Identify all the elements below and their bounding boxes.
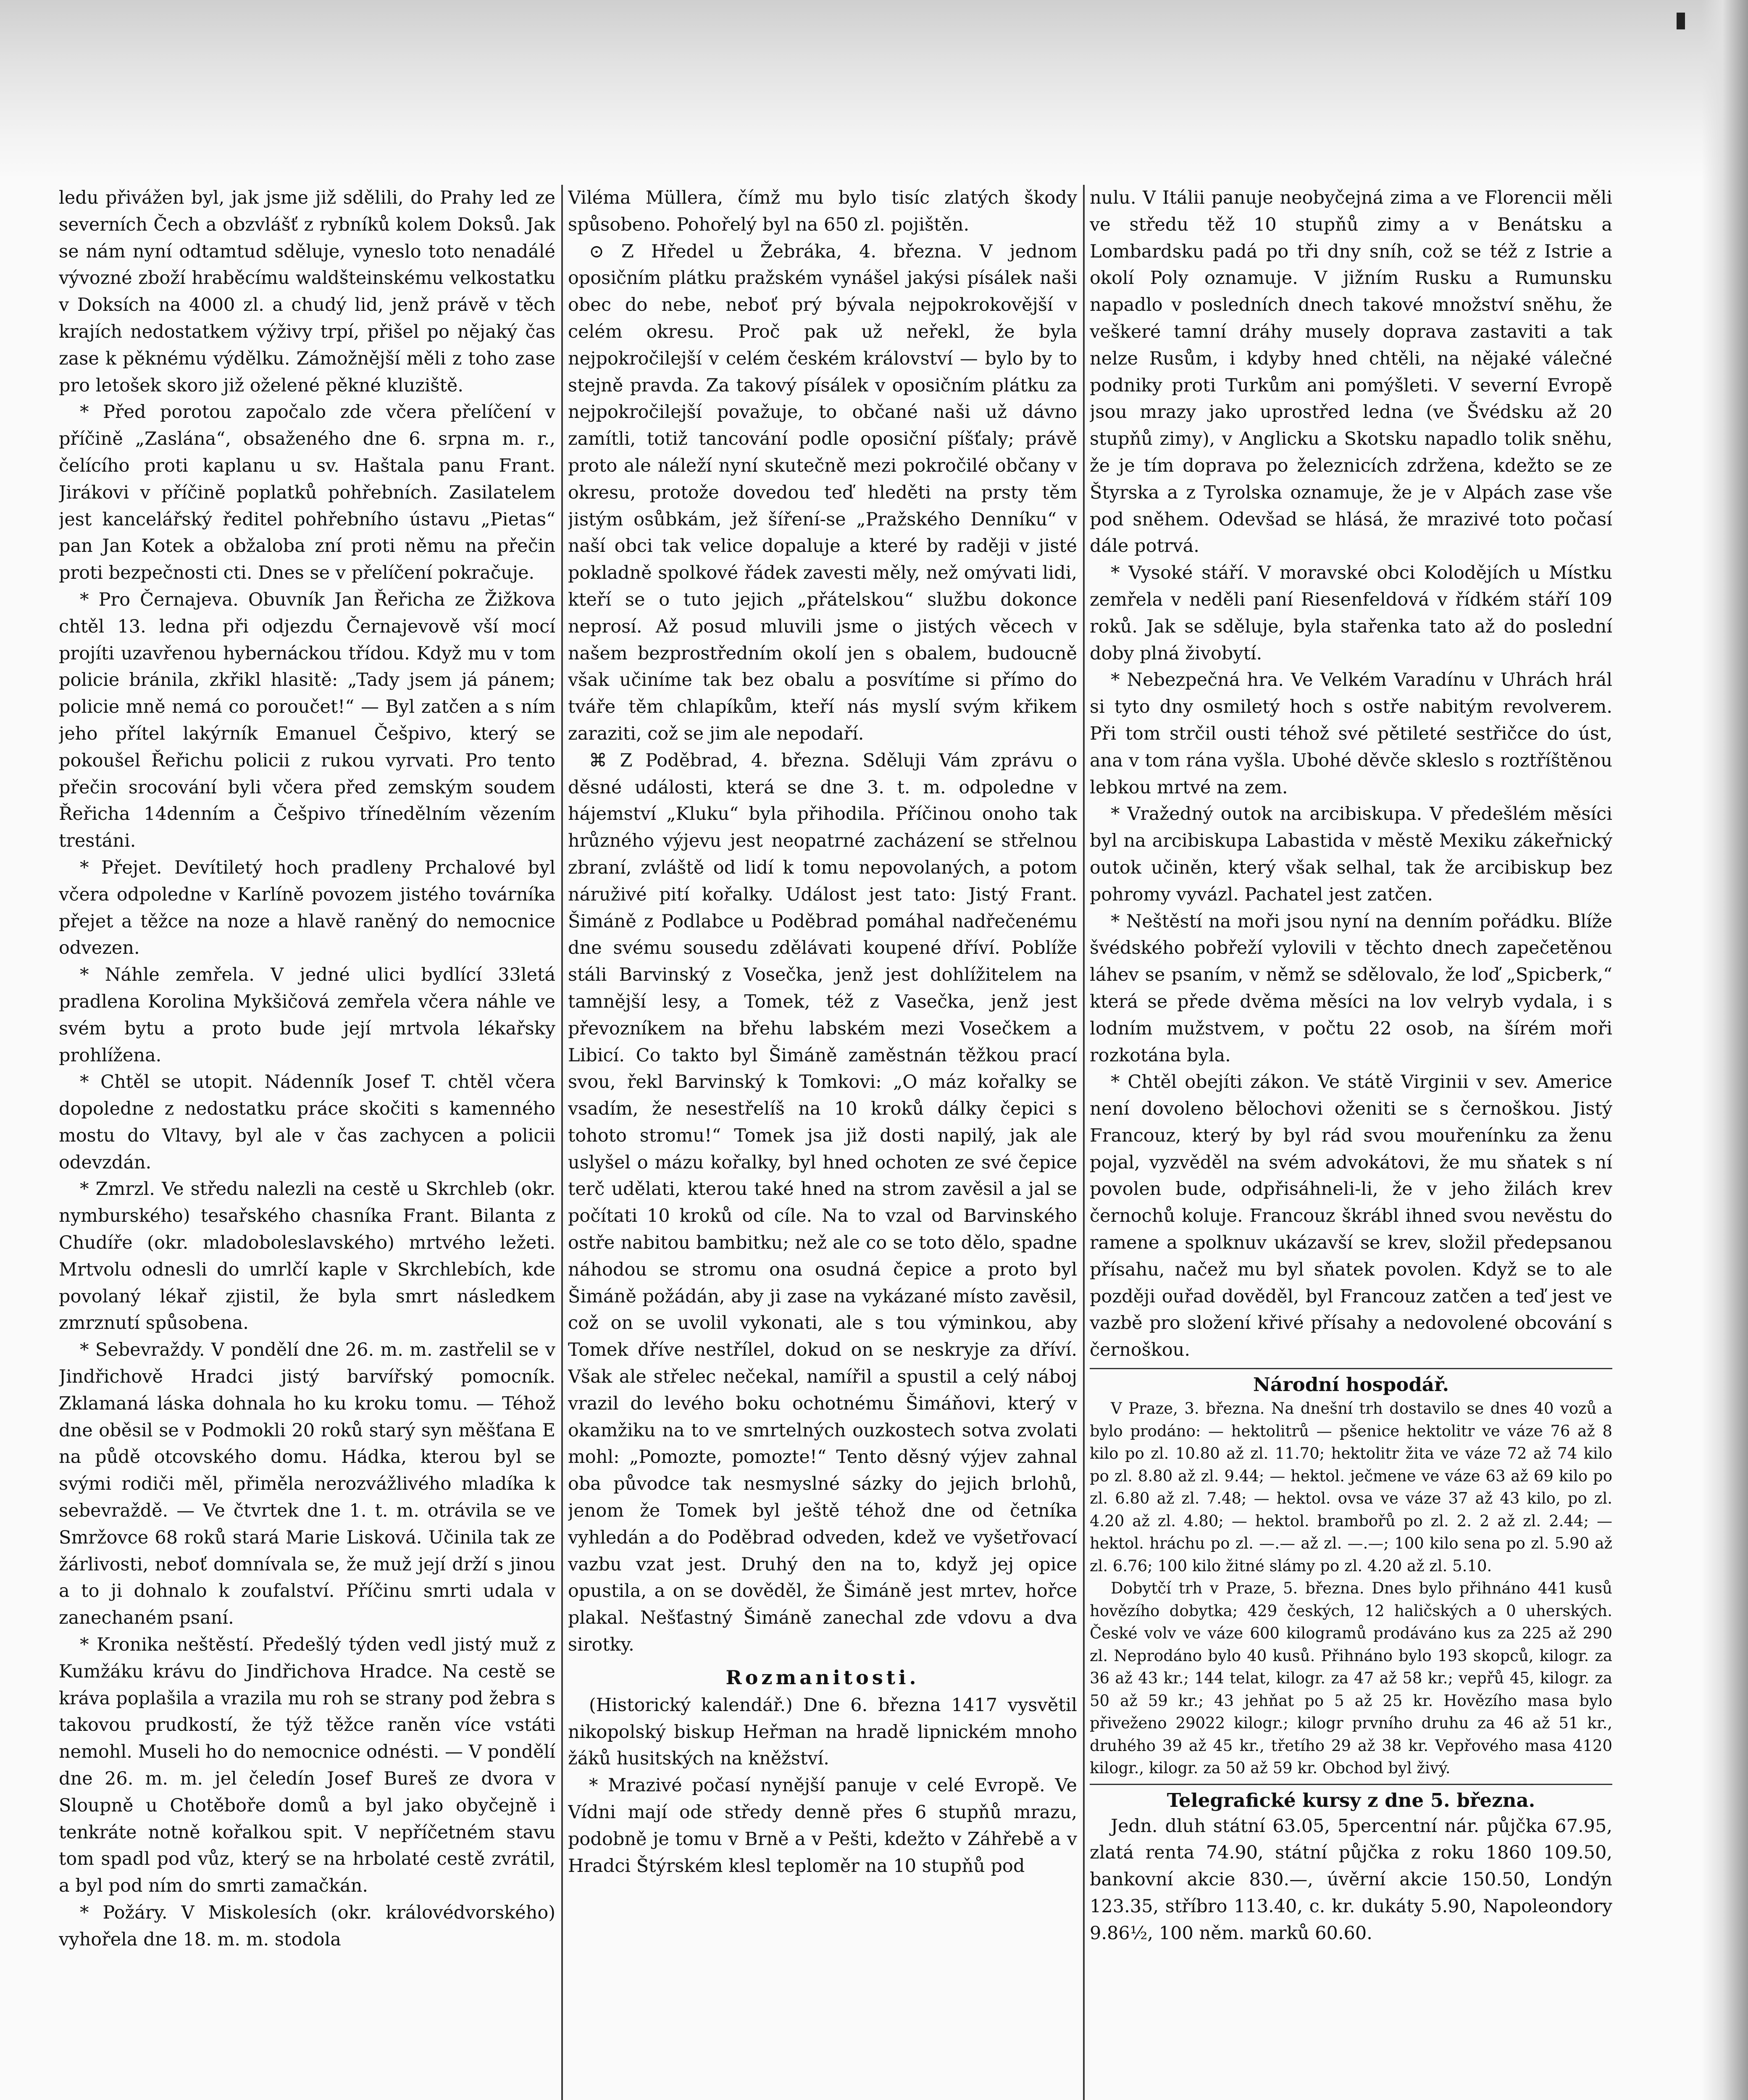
market-paragraph: Dobytčí trh v Praze, 5. března. Dnes bylo přihnáno 441 kusů hovězího dobytka; 429 českých, 12 haličských a 0 uherských. České volv ve váze 600 kilogramů prodáváno kus za 225 až 290 zl. Neprodáno bylo 40 kusů. Přihnáno bylo 193 skopců, kilogr. za 36 až 43 kr.; 144 telat, kilogr. za 47 až 58 kr.; vepřů 45, kilogr. za 50 až 59 kr.; 43 jehňat po 5 až 25 kr. Hovězího masa bylo přiveženo 29022 kilogr.; kilogr prvního druhu za 46 až 51 kr., druhého 39 až 45 kr., třetího 29 až 38 kr. Vepřového masa 4120 kilogr., kilogr. za 50 až 59 kr. Obchod byl živý. [1090,1579,1612,1777]
article: * Pro Černajeva. Obuvník Jan Řeřicha ze Žižkova chtěl 13. ledna při odjezdu Černajevově vší mocí projíti uzavřenou hybernáckou třídou. Když mu v tom policie bránila, zkřikl hlasitě: „Tady jsem já pánem; policie mně nemá co poroučet!“ — Byl zatčen a s ním jeho přítel lakýrník Emanuel Češpivo, který se pokoušel Řeřichu policii z rukou vyrvati. Pro tento přečin srocování byli včera před zemským soudem Řeřicha 14denním a Češpivo třínedělním vězením trestáni. [59,589,555,852]
section-rule [1090,1368,1612,1369]
article: ledu přivážen byl, jak jsme již sdělili, do Prahy led ze severních Čech a obzvlášť z rybníků kolem Doksů. Jak se nám nyní odtamtud sděluje, vyneslo toto nenadálé vývozné zboží hraběcímu waldšteinskému velkostatku v Doksích na 4000 zl. a chudý lid, jenž právě v těch krajích nedostatkem výživy trpí, přišel po nějaký čas zase k pěknému výdělku. Zámožnější měli z toho zase pro letošek skoro již oželené pěkné kluziště. [59,187,555,396]
scan-shadow [0,0,1748,181]
section-heading-rozmanitosti: Rozmanitosti. [725,1666,920,1689]
article: * Náhle zemřela. V jedné ulici bydlící 33letá pradlena Korolina Mykšičová zemřela včera náhle ve svém bytu a proto bude její mrtvola lékařsky prohlížena. [59,964,555,1066]
article: * Chtěl obejíti zákon. Ve státě Virginii v sev. Americe není dovoleno bělochovi oženiti se s černoškou. Jistý Francouz, který by byl rád svou mouřenínku za ženu pojal, vyzvěděl na svém advokátovi, že mu sňatek s ní povolen bude, odpřisáhneli-li, že v jeho žilách krev černochů koluje. Francouz škrábl ihned svou nevěstu do ramene a spolknuv ukázavší se krev, složil předepsanou přísahu, načež mu byl sňatek povolen. Když se to ale později ouřad dověděl, byl Francouz zatčen a teď jest ve vazbě pro složení křivé přísahy a nedovolené obcování s černoškou. [1090,1071,1612,1361]
article: * Mrazivé počasí nynější panuje v celé Evropě. Ve Vídni mají ode středy denně přes 6 stupňů mrazu, podobně je tomu v Brně a v Pešti, kdežto v Záhřebě a v Hradci Štýrském klesl teploměr na 10 stupňů pod [568,1775,1077,1877]
exchange-rates: Jedn. dluh státní 63.05, 5percentní nár. půjčka 67.95, zlatá renta 74.90, státní půjčka z roku 1860 109.50, bankovní akcie 830.—, úvěrní akcie 150.50, Londýn 123.35, stříbro 113.40, c. kr. dukáty 5.90, Napoleondory 9.86½, 100 něm. marků 60.60. [1090,1815,1612,1944]
market-report [1090,1397,1612,1780]
article: * Vysoké stáří. V moravské obci Kolodějích u Místku zemřela v neděli paní Riesenfeldová v řídkém stáří 109 roků. Jak se sděluje, byla stařenka tato až do poslední doby plná živobytí. [1090,562,1612,664]
column-2 [568,185,1077,2100]
column-divider [1083,185,1085,2100]
article: Viléma Müllera, čímž mu bylo tisíc zlatých škody spůsobeno. Pohořelý byl na 650 zl. pojištěn. [568,187,1077,235]
article: ⌘ Z Poděbrad, 4. března. Sděluji Vám zprávu o děsné události, která se dne 3. t. m. odpoledne v hájemství „Kluku“ byla přihodila. Příčinou onoho tak hrůzného výjevu jest neopatrné zacházení se střelnou zbraní, zvláště od lidí k tomu nepovolaných, a potom náruživé pití kořalky. Událost jest tato: Jistý Frant. Šimáně z Podlabce u Poděbrad pomáhal nadřečenému dne svému sousedu zdělávati koupené dříví. Poblíže stáli Barvinský z Vosečka, jenž jest dohlížitelem na tamnější lesy, a Tomek, též z Vasečka, jenž jest převozníkem na břehu labském mezi Vosečkem a Libicí. Co takto byl Šimáně zaměstnán těžkou prací svou, řekl Barvinský k Tomkovi: „O máz kořalky se vsadím, že nesestřelíš na 10 kroků dálky čepici s tohoto stromu!“ Tomek jsa již dosti napilý, jak ale uslyšel o mázu kořalky, byl hned ochoten ze své čepice terč udělati, kterou také hned na strom zavěsil a jal se počítati 10 kroků od cíle. Na to vzal od Barvinského ostře nabitou bambitku; než ale co se toto dělo, spadne náhodou se stromu ona osudná čepice a proto byl Šimáně požádán, aby ji zase na vykázané místo zavěsil, což on se uvolil vykonati, ale s tou výminkou, aby Tomek dříve nestřílel, dokud on se neskryje za dříví. Však ale střelec nečekal, namířil a spustil a celý náboj vrazil do levého boku ochotnému Šimáňovi, který v okamžiku na to ve smrtelných ouzkostech sotva zvolati mohl: „Pomozte, pomozte!“ Tento děsný výjev zahnal oba původce tak nesmyslné sázky do jejich brlohů, jenom že Tomek byl ještě téhož dne od četníka vyhledán a do Poděbrad odveden, kdež ve vyšetřovací vazbu vzat jest. Druhý den na to, když jej opice opustila, a on se dověděl, že Šimáně jest mrtev, hořce plakal. Nešťastný Šimáně zanechal zde vdovu a dva sirotky. [568,750,1077,1656]
article: (Historický kalendář.) Dne 6. března 1417 vysvětil nikopolský biskup Heřman na hradě lipnickém mnoho žáků husitských na kněžství. [568,1694,1077,1769]
corner-mark [1677,13,1685,29]
article: * Nebezpečná hra. Ve Velkém Varadínu v Uhrách hrál si tyto dny osmiletý hoch s ostře nabitým revolverem. Při tom strčil ousti téhož své pětileté sestřičce do úst, ana v tom rána vyšla. Ubohé děvče skleslo s roztříštěnou lebkou mrtvé na zem. [1090,669,1612,798]
section-rule [1090,1784,1612,1785]
article: * Vražedný outok na arcibiskupa. V předešlém měsíci byl na arcibiskupa Labastida v městě Mexiku zákeřnický outok učiněn, který však selhal, tak že arcibiskup bez pohromy vyvázl. Pachatel jest zatčen. [1090,803,1612,905]
article: * Přejet. Devítiletý hoch pradleny Prchalové byl včera odpoledne v Karlíně povozem jistého továrníka přejet a těžce na noze a hlavě raněný do nemocnice odvezen. [59,857,555,959]
column-1 [59,185,555,2100]
article: * Před porotou započalo zde včera přelíčení v příčině „Zaslána“, obsaženého dne 6. srpna m. r., čelícího proti kaplanu u sv. Haštala panu Frant. Jirákovi v příčině poplatků pohřebních. Zasilatelem jest kancelářský ředitel pohřebního ústavu „Pietas“ pan Jan Kotek a obžaloba zní proti němu na přečin proti bezpečnosti cti. Dnes se v přelíčení pokračuje. [59,402,555,584]
section-heading-kursy: Telegrafické kursy z dne 5. března. [1167,1789,1535,1811]
article: * Zmrzl. Ve středu nalezli na cestě u Skrchleb (okr. nymburského) tesařského chasníka Frant. Bilanta z Chudíře (okr. mladoboleslavského) mrtvého ležeti. Mrtvolu odnesli do umrlčí kaple v Skrchlebích, kde povolaný lékař zjistil, že byla smrt následkem zmrznutí spůsobena. [59,1179,555,1334]
article: ⊙ Z Hředel u Žebráka, 4. března. V jednom oposičním plátku pražském vynášel jakýsi písálek naši obec do nebe, neboť prý bývala nejpokrokovější v celém okresu. Proč pak už neřekl, že byla nejpokročilejší v celém českém království — bylo by to stejně pravda. Za takový písálek v oposičním plátku za nejpokročilejší považuje, to občané naši už dávno zamítli, totiž tancování podle oposiční píšťaly; právě proto ale náleží nyní skutečně mezi pokročilé občany v okresu, protože dovedou teď hleděti na prsty těm jistým osůbkám, jež šíření-se „Pražského Denníku“ v naší obci tak velice dopaluje a které by raději v jisté pokladně spolkové řádek zavesti měly, než omývati lidi, kteří se o tuto jejich „přátelskou“ službu dokonce neprosí. Až posud mluvili jsme o jistých věcech v našem bezprostředním okolí jen s obalem, budoucně však učiníme tak bez obalu a posvítíme si přímo do tváře těm chlapíkům, kteří nás myslí svým křikem zaraziti, což se jim ale nepodaří. [568,241,1077,744]
page-edge-shadow [1702,0,1748,2100]
column-3 [1090,185,1612,2100]
article: * Kronika neštěstí. Předešlý týden vedl jistý muž z Kumžáku krávu do Jindřichova Hradce. Na cestě se kráva poplašila a vrazila mu roh se strany pod žebra s takovou prudkostí, že týž těžce raněn více vstáti nemohl. Museli ho do nemocnice odnésti. — V pondělí dne 26. m. m. jel čeledín Josef Bureš ze dvora v Sloupně u Chotěboře domů a byl jako obyčejně i tenkráte notně kořalkou spit. V nepříčetném stavu tom spadl pod vůz, který se na hrbolaté cestě zvrátil, a byl pod ním do smrti zamačkán. [59,1634,555,1897]
article: nulu. V Itálii panuje neobyčejná zima a ve Florencii měli ve středu těž 10 stupňů zimy a v Benátsku a Lombardsku padá po tři dny sníh, což se též z Istrie a okolí Poly oznamuje. V jižním Rusku a Rumunsku napadlo v posledních dnech takové množství sněhu, že veškeré tamní dráhy musely doprava zastaviti a tak nelze Rusům, i kdyby hned chtěli, na nějaké válečné podniky proti Turkům ani pomýšleti. V severní Evropě jsou mrazy jako uprostřed ledna (ve Švédsku až 20 stupňů zimy), v Anglicku a Skotsku napadlo tolik sněhu, že je tím doprava po železnicích zdržena, kdežto se ze Štyrska a z Tyrolska oznamuje, že je v Alpách zase vše pod sněhem. Odevšad se hlásá, že mrazivé toto počasí dále potrvá. [1090,187,1612,557]
column-divider [561,185,563,2100]
section-heading-hospodar: Národní hospodář. [1253,1373,1449,1396]
article: * Požáry. V Miskolesích (okr. královédvorského) vyhořela dne 18. m. m. stodola [59,1902,555,1950]
market-paragraph: V Praze, 3. března. Na dnešní trh dostavilo se dnes 40 vozů a bylo prodáno: — hektolitrů — pšenice hektolitr ve váze 76 až 8 kilo po zl. 10.80 až zl. 11.70; hektolitr žita ve váze 72 až 74 kilo po zl. 8.80 až zl. 9.44; — hektol. ječmene ve váze 63 až 69 kilo po zl. 6.80 až zl. 7.48; — hektol. ovsa ve váze 37 až 43 kilo, po zl. 4.20 až zl. 4.80; — hektol. brambořů po zl. 2. 2 až zl. 2.44; — hektol. hráchu po zl. —.— až zl. —.—; 100 kilo sena po zl. 5.90 až zl. 6.76; 100 kilo žitné slámy po zl. 4.20 až zl. 5.10. [1090,1399,1612,1575]
article: * Chtěl se utopit. Nádenník Josef T. chtěl včera dopoledne z nedostatku práce skočiti s kamenného mostu do Vltavy, byl ale v čas zachycen a policii odevzdán. [59,1071,555,1173]
article: * Neštěstí na moři jsou nyní na denním pořádku. Blíže švédského pobřeží vylovili v těchto dnech zapečetěnou láhev se psaním, v němž se sdělovalo, že loď „Spicberk,“ která se přede dvěma měsíci na lov velryb vydala, i s lodním mužstvem, v počtu 22 osob, na šírém moři rozkotána byla. [1090,911,1612,1066]
article: * Sebevraždy. V pondělí dne 26. m. m. zastřelil se v Jindřichově Hradci jistý barvířský pomocník. Zklamaná láska dohnala ho ku kroku tomu. — Téhož dne oběsil se v Podmokli 20 roků starý syn měšťana E na půdě otcovského domu. Hádka, kterou byl se svými rodiči měl, přiměla nerozvážlivého mladíka k sebevraždě. — Ve čtvrtek dne 1. t. m. otrávila se ve Smržovce 68 roků stará Marie Lisková. Učinila tak ze žárlivosti, neboť domnívala se, že muž její drží s jinou a to ji dohnalo k zoufalství. Příčinu smrti udala v zanechaném psaní. [59,1339,555,1629]
